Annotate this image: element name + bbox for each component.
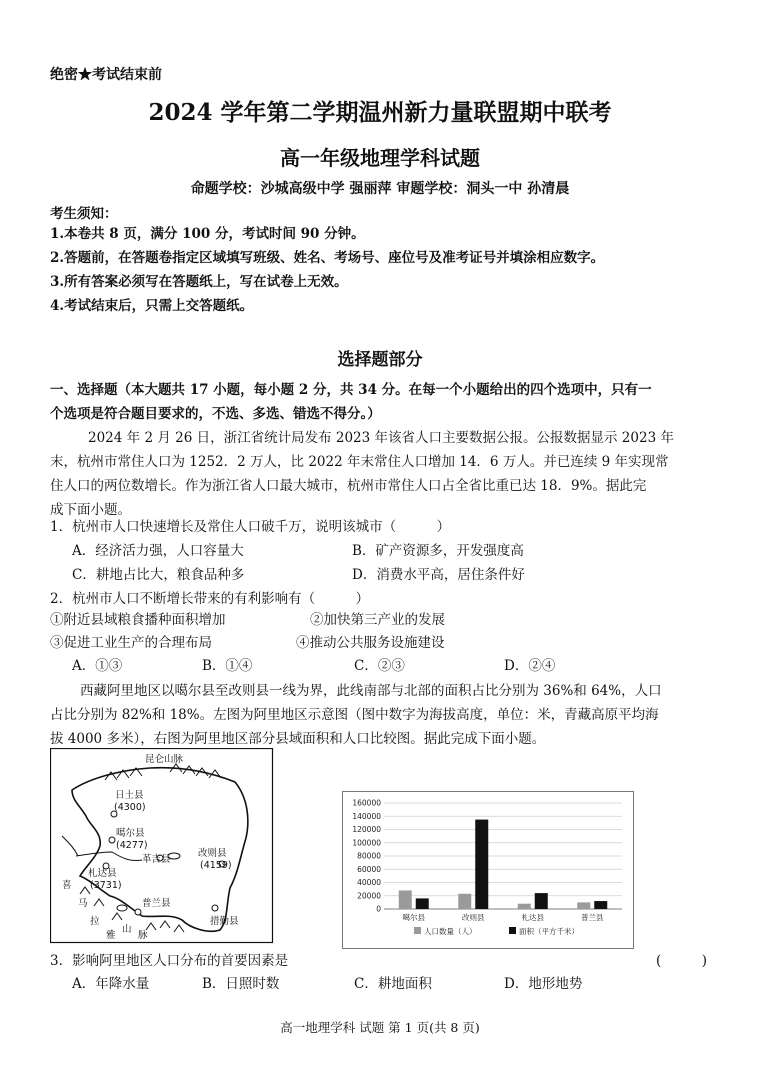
zanda-label: 札达县 bbox=[88, 868, 117, 879]
passage-line: 2024 年 2 月 26 日，浙江省统计局发布 2023 年该省人口主要数据公报。公报数据显示 2023 年 bbox=[88, 430, 674, 446]
section-intro bbox=[50, 378, 652, 426]
map-frame bbox=[51, 749, 273, 943]
passage-line: 成下面小题。 bbox=[50, 502, 131, 518]
exam-title: 2024 学年第二学期温州新力量联盟期中联考 bbox=[148, 99, 612, 126]
section-intro-line: 一、选择题（本大题共 17 小题，每小题 2 分，共 34 分。在每一个小题给出的四个选项中，只有一 bbox=[50, 382, 652, 398]
y-tick-label: 100000 bbox=[352, 838, 381, 848]
q2-statement-2: ②加快第三产业的发展 bbox=[310, 612, 445, 628]
notice-list bbox=[50, 222, 604, 318]
question-3-stem: 3．影响阿里地区人口分布的首要因素是 bbox=[50, 953, 289, 969]
burang-label: 普兰县 bbox=[142, 898, 171, 909]
q3-option-d: D．地形地势 bbox=[504, 976, 583, 992]
y-tick-label: 140000 bbox=[352, 811, 381, 821]
question-2-stem: 2．杭州市人口不断增长带来的有利影响有（ ） bbox=[50, 591, 370, 607]
x-tick-label: 改则县 bbox=[462, 913, 485, 922]
section-title: 选择题部分 bbox=[337, 350, 423, 370]
bar-population bbox=[399, 890, 412, 909]
q2-statement-1: ①附近县域粮食播种面积增加 bbox=[50, 612, 226, 628]
exam-subtitle: 高一年级地理学科试题 bbox=[280, 146, 480, 170]
rutog-label: 日土县 bbox=[115, 790, 144, 801]
notice-item: 2.答题前，在答题卷指定区域填写班级、姓名、考场号、座位号及准考证号并填涂相应数字。 bbox=[50, 250, 605, 266]
bar-population bbox=[518, 904, 531, 909]
q2-statement-4: ④推动公共服务设施建设 bbox=[296, 635, 445, 651]
legend-swatch bbox=[414, 927, 421, 934]
bar-area bbox=[475, 820, 488, 909]
q2-option-c: C．②③ bbox=[354, 658, 405, 674]
y-tick-label: 160000 bbox=[352, 798, 381, 808]
page-footer: 高一地理学科 试题 第 1 页(共 8 页) bbox=[280, 1020, 480, 1035]
q3-option-a: A．年降水量 bbox=[72, 976, 150, 992]
kunlun-label: 昆仑山脉 bbox=[145, 754, 184, 765]
bar-area bbox=[535, 893, 548, 909]
passage-line: 拔 4000 多米），右图为阿里地区部分县域面积和人口比较图。据此完成下面小题。 bbox=[50, 731, 546, 747]
bar-population bbox=[458, 894, 471, 909]
passage-line: 西藏阿里地区以噶尔县至改则县一线为界，此线南部与北部的面积占比分别为 36%和 64%，人口 bbox=[80, 683, 662, 699]
q2-option-a: A．①③ bbox=[72, 658, 123, 674]
q2-statement-3: ③促进工业生产的合理布局 bbox=[50, 635, 212, 651]
passage-2 bbox=[50, 679, 720, 751]
notice-item: 3.所有答案必须写在答题纸上，写在试卷上无效。 bbox=[50, 274, 348, 290]
himalaya-char: 山 bbox=[122, 924, 132, 935]
notice-item: 1.本卷共 8 页，满分 100 分，考试时间 90 分钟。 bbox=[50, 226, 365, 242]
notice-title: 考生须知： bbox=[50, 206, 118, 222]
bar-area bbox=[416, 898, 429, 909]
q3-option-b: B．日照时数 bbox=[202, 976, 280, 992]
himalaya-char: 喜 bbox=[62, 880, 72, 891]
q2-option-b: B．①④ bbox=[202, 658, 253, 674]
confidential-label: 绝密★考试结束前 bbox=[50, 67, 162, 83]
legend-label: 面积（平方千米） bbox=[519, 927, 579, 936]
bar-area bbox=[594, 901, 607, 909]
bar-population bbox=[577, 902, 590, 909]
q3-option-c: C．耕地面积 bbox=[354, 976, 432, 992]
passage-line: 住人口的两位数增长。作为浙江省人口最大城市，杭州市常住人口占全省比重已达 18．9%。据此完 bbox=[50, 478, 647, 494]
x-tick-label: 噶尔县 bbox=[402, 913, 425, 922]
passage-1 bbox=[50, 426, 715, 522]
q1-option-a: A．经济活力强，人口容量大 bbox=[72, 543, 244, 559]
q1-option-c: C．耕地占比大，粮食品种多 bbox=[72, 567, 245, 583]
q1-option-d: D．消费水平高，居住条件好 bbox=[352, 567, 525, 583]
x-tick-label: 札达县 bbox=[521, 913, 544, 922]
author-line: 命题学校：沙城高级中学 强丽萍 审题学校：洞头一中 孙清晨 bbox=[190, 181, 570, 197]
coqen-label: 措勤县 bbox=[210, 916, 239, 927]
x-tick-label: 普兰县 bbox=[581, 913, 604, 922]
gar-altitude: (4277) bbox=[116, 840, 148, 851]
rutog-altitude: (4300) bbox=[114, 802, 146, 813]
himalaya-char: 马 bbox=[78, 898, 88, 909]
county-marker-gar bbox=[109, 837, 115, 843]
county-area-population-chart bbox=[342, 791, 634, 949]
gerze-label: 改则县 bbox=[198, 848, 227, 859]
passage-line: 末，杭州市常住人口为 1252．2 万人，比 2022 年末常住人口增加 14．6 万人。并已连续 9 年实现常 bbox=[50, 454, 669, 470]
legend-label: 人口数量（人） bbox=[424, 927, 477, 936]
county-marker-burang bbox=[135, 909, 141, 915]
y-tick-label: 120000 bbox=[352, 825, 381, 834]
q1-option-b: B．矿产资源多，开发强度高 bbox=[352, 543, 524, 559]
question-3-answer-paren: ( ) bbox=[656, 953, 708, 969]
section-intro-line: 个选项是符合题目要求的，不选、多选、错选不得分。） bbox=[50, 406, 381, 422]
passage-line: 占比分别为 82%和 18%。左图为阿里地区示意图（图中数字为海拔高度，单位：米，青藏高原平均海 bbox=[50, 707, 659, 723]
question-1-stem: 1．杭州市人口快速增长及常住人口破千万，说明该城市（ ） bbox=[50, 519, 451, 535]
y-tick-label: 60000 bbox=[357, 864, 381, 874]
y-tick-label: 80000 bbox=[357, 851, 381, 861]
geji-label: 革吉县 bbox=[142, 854, 171, 865]
legend-swatch bbox=[509, 927, 516, 934]
himalaya-char: 拉 bbox=[90, 916, 100, 927]
himalaya-char: 脉 bbox=[138, 930, 148, 941]
q2-option-d: D．②④ bbox=[504, 658, 556, 674]
gar-label: 噶尔县 bbox=[116, 828, 145, 839]
notice-item: 4.考试结束后，只需上交答题纸。 bbox=[50, 298, 254, 314]
himalaya-char: 雅 bbox=[106, 930, 116, 941]
y-tick-label: 20000 bbox=[357, 891, 381, 901]
gerze-altitude: (4159) bbox=[200, 860, 232, 871]
zanda-altitude: (3731) bbox=[90, 880, 122, 891]
county-marker-coqen bbox=[212, 905, 218, 911]
ali-region-map bbox=[50, 748, 274, 944]
y-tick-label: 40000 bbox=[357, 878, 381, 887]
y-tick-label: 0 bbox=[376, 904, 381, 914]
